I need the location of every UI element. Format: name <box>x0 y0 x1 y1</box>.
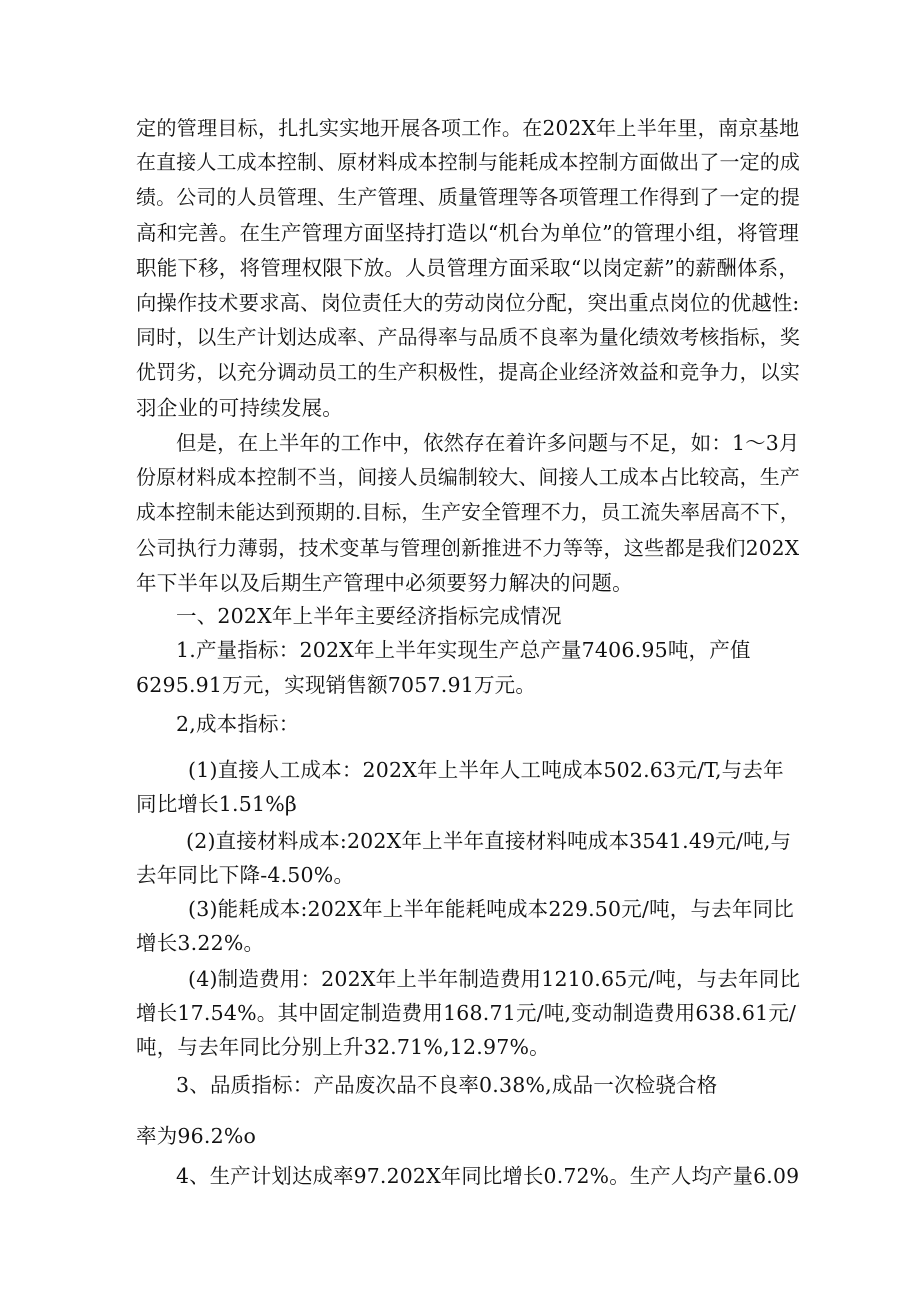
paragraph-line: 但是，在上半年的工作中，依然存在着许多问题与不足，如：1～3月 <box>176 431 800 455</box>
paragraph-line: 增长3.22%。 <box>136 931 265 955</box>
paragraph-line: 4、生产计划达成率97.202X年同比增长0.72%。生产人均产量6.09 <box>176 1164 800 1188</box>
paragraph-line: 在直接人工成本控制、原材料成本控制与能耗成本控制方面做出了一定的成 <box>136 151 801 174</box>
paragraph-line: 定的管理目标，扎扎实实地开展各项工作。在202X年上半年里，南京基地 <box>136 116 800 140</box>
paragraph-line: 成本控制未能达到预期的.目标，生产安全管理不力，员工流失率居高不下， <box>136 501 800 524</box>
paragraph-line: 1.产量指标：202X年上半年实现生产总产量7406.95吨，产值 <box>176 638 751 662</box>
paragraph-line: (3)能耗成本:202X年上半年能耗吨成本229.50元/吨，与去年同比 <box>188 897 795 921</box>
paragraph-line: 向操作技术要求高、岗位责任大的劳动岗位分配，突出重点岗位的优越性: <box>136 291 800 315</box>
paragraph-line: 公司执行力薄弱，技术变革与管理创新推进不力等等，这些都是我们202X <box>136 536 800 560</box>
paragraph-line: 优罚劣，以充分调动员工的生产积极性，提高企业经济效益和竞争力，以实 <box>136 361 801 384</box>
paragraph-line: 增长17.54%。其中固定制造费用168.71元/吨,变动制造费用638.61元/ <box>136 1001 797 1025</box>
paragraph-line: 3、品质指标：产品废次品不良率0.38%,成品一次检骁合格 <box>176 1073 718 1097</box>
paragraph-line: (4)制造费用：202X年上半年制造费用1210.65元/吨，与去年同比 <box>188 967 801 991</box>
paragraph-line: 2,成本指标： <box>176 712 300 736</box>
paragraph-line: (1)直接人工成本：202X年上半年人工吨成本502.63元/T,与去年 <box>188 758 784 782</box>
section-heading: 一、202X年上半年主要经济指标完成情况 <box>176 604 562 628</box>
paragraph-line: 绩。公司的人员管理、生产管理、质量管理等各项管理工作得到了一定的提 <box>136 186 801 209</box>
paragraph-line: 高和完善。在生产管理方面坚持打造以“机台为单位”的管理小组，将管理 <box>136 221 800 245</box>
paragraph-line: 6295.91万元，实现销售额7057.91万元。 <box>136 673 537 697</box>
paragraph-line: (2)直接材料成本:202X年上半年直接材料吨成本3541.49元/吨,与 <box>186 829 792 853</box>
paragraph-line: 吨，与去年同比分别上升32.71%,12.97%。 <box>136 1035 550 1059</box>
paragraph-line: 份原材料成本控制不当，间接人员编制较大、间接人工成本占比较高，生产 <box>136 466 801 489</box>
paragraph-line: 羽企业的可持续发展。 <box>136 396 343 420</box>
paragraph-line: 同时，以生产计划达成率、产品得率与品质不良率为量化绩效考核指标，奖 <box>136 326 801 349</box>
paragraph-line: 年下半年以及后期生产管理中必须要努力解决的问题。 <box>136 571 633 595</box>
paragraph-line: 同比增长1.51%β <box>136 792 297 816</box>
paragraph-line: 职能下移，将管理权限下放。人员管理方面采取“以岗定薪”的薪酬体系， <box>136 256 800 280</box>
paragraph-line: 率为96.2%o <box>136 1124 257 1148</box>
paragraph-line: 去年同比下降-4.50%。 <box>136 863 355 887</box>
